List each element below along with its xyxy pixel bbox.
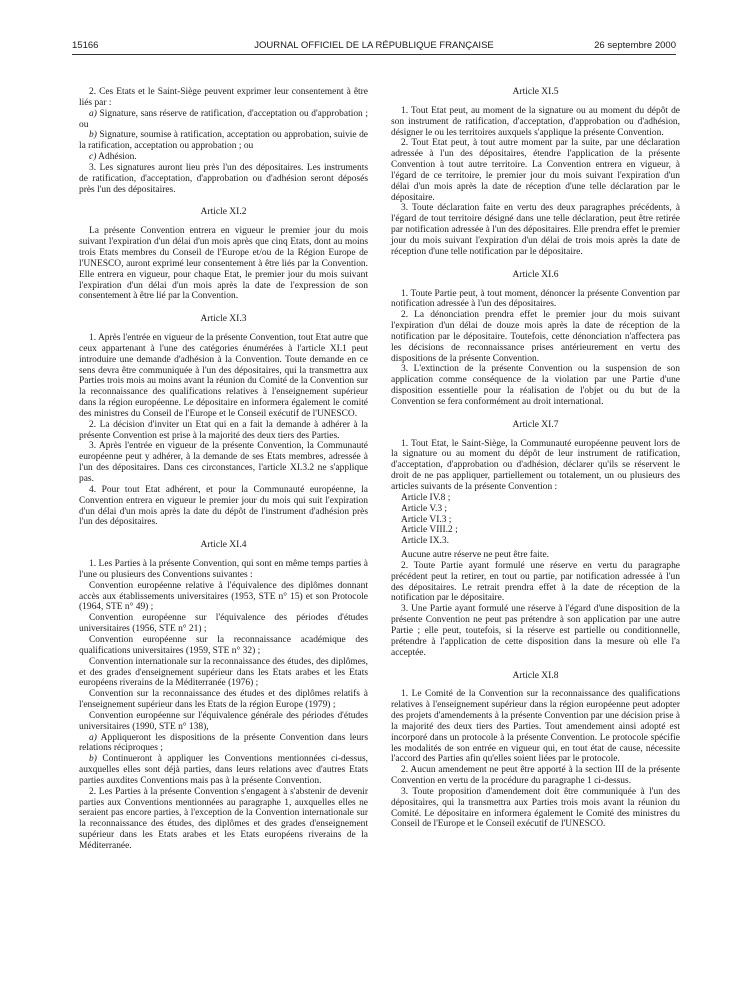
list-item: Article VI.3 ; [401,514,452,525]
paragraph: 2. Ces Etats et le Saint-Siège peuvent exprimer leur consentement à être liés par : [79,87,368,108]
paragraph: 3. Les signatures auront lieu près l'un des dépositaires. Les instruments de ratification, d'acceptation, d'approbation ou d'adhésion seront déposés près l'un des dépositaires. [79,162,368,195]
article-heading: Article XI.3 [200,314,247,325]
paragraph-text: Signature, sans réserve de ratification, d'acceptation ou d'approbation ; ou [79,108,368,130]
journal-title: JOURNAL OFFICIEL DE LA RÉPUBLIQUE FRANÇAISE [254,40,494,51]
publication-date: 26 septembre 2000 [594,40,676,51]
paragraph: 3. Après l'entrée en vigueur de la présente Convention, la Communauté européenne peut y adhérer, à la demande de ses Etats membres, adressée à l'un des dépositaires. Dans ces circonstances, l'article XI.3.2 ne s'applique pas. [79,441,368,484]
paragraph: 1. Le Comité de la Convention sur la reconnaissance des qualifications relatives à l'enseignement supérieur dans la région européenne peut adopter des projets d'amendements à la présente Convention par une décision prise à la majorité des deux tiers des Parties. Tout amendement ainsi adopté est incorporé dans un protocole à la présente Convention. Le protocole spécifie les modalités de son entrée en vigueur qui, en tout état de cause, nécessite l'accord des Parties afin qu'elles soient liées par le protocole. [391,689,680,765]
article-heading: Article XI.4 [200,540,247,551]
paragraph: 1. Toute Partie peut, à tout moment, dénoncer la présente Convention par notification adressée à l'un des dépositaires. [391,288,680,310]
paragraph: 4. Pour tout Etat adhérent, et pour la Communauté européenne, la Convention entrera en vigueur le premier jour du mois qui suit l'expiration d'un délai d'un mois après la date du dépôt de l'instrument d'adhésion près l'un des dépositaires. [79,484,368,528]
list-item: Article IX.3. [401,536,449,547]
left-column [79,87,368,852]
item-marker: a) [89,108,97,119]
paragraph: 3. Toute proposition d'amendement doit être communiquée à l'un des dépositaires, qui la transmettra aux Parties trois mois avant la réunion du Comité. Le dépositaire en informera également le Comité des ministres du Conseil de l'Europe et le Conseil exécutif de l'UNESCO. [391,786,680,830]
paragraph: Convention européenne sur l'équivalence générale des périodes d'études universitaires (1990, STE n° 138), [79,710,368,732]
paragraph: Convention européenne relative à l'équivalence des diplômes donnant accès aux établissements universitaires (1953, STE n° 15) et son Protocole (1964, STE n° 49) ; [79,580,368,613]
item-marker: b) [89,754,97,765]
header-rule [72,54,676,55]
paragraph [79,152,368,163]
paragraph [79,130,368,152]
paragraph: La présente Convention entrera en vigueur le premier jour du mois suivant l'expiration d'un délai d'un mois après que cinq Etats, dont au moins trois Etats membres du Conseil de l'Europe et/ou de la Région Europe de l'UNESCO, auront exprimé leur consentement à être liés par la Convention. Elle entrera en vigueur, pour chaque Etat, le premier jour du mois suivant l'expiration d'un délai d'un mois après la date de l'expression de son consentement à être lié par la Convention. [79,226,368,302]
item-marker: b) [89,130,97,141]
paragraph-text: Signature, soumise à ratification, acceptation ou approbation, suivie de la ratification, acceptation ou approbation ; ou [79,130,368,152]
paragraph: 1. Après l'entrée en vigueur de la présente Convention, tout Etat autre que ceux appartenant à l'une des catégories énumérées à l'article XI.1 peut introduire une demande d'adhésion à la Convention. Toute demande en ce sens devra être communiquée à l'un des dépositaires, qui la transmettra aux Parties trois mois au moins avant la réunion du Comité de la Convention sur la reconnaissance des qualifications relatives à l'enseignement supérieur dans la région européenne. Le dépositaire en informera également le comité des ministres du Conseil de l'Europe et le Conseil exécutif de l'UNESCO. [79,333,368,419]
page-header [72,40,676,54]
paragraph: 1. Tout Etat peut, au moment de la signature ou au moment du dépôt de son instrument de ratification, d'acceptation, d'approbation ou d'adhésion, désigner le ou les territoires auxquels s'applique la présente Convention. [391,105,680,138]
paragraph: Convention internationale sur la reconnaissance des études, des diplômes, et des grades d'enseignement supérieur dans les Etats arabes et les Etats européens riverains de la Méditerranée (1976) ; [79,656,368,689]
paragraph: Convention sur la reconnaissance des études et des diplômes relatifs à l'enseignement supérieur dans les Etats de la région Europe (1979) ; [79,689,368,711]
item-marker: a) [89,732,97,743]
article-heading: Article XI.8 [512,670,559,681]
paragraph-text: Adhésion. [96,152,137,163]
paragraph: 2. Tout Etat peut, à tout autre moment par la suite, par une déclaration adressée à l'un des dépositaires, étendre l'application de la présente Convention à tout autre territoire. La Convention entrera en vigueur, à l'égard de ce territoire, le premier jour du mois suivant l'expiration d'un délai d'un mois après la date de réception d'une telle déclaration par le dépositaire. [391,138,680,203]
list-item: Article VIII.2 ; [401,525,458,536]
article-heading: Article XI.2 [200,207,247,218]
list-item: Article IV.8 ; [401,492,451,503]
paragraph [79,109,368,131]
article-heading: Article XI.5 [512,87,559,97]
paragraph: 3. Toute déclaration faite en vertu des deux paragraphes précédents, à l'égard de tout territoire désigné dans une telle déclaration, peut être retirée par notification adressée à l'un des dépositaires. Elle prendra effet le premier jour du mois suivant l'expiration d'un délai de trois mois après la date de réception d'une telle notification par le dépositaire. [391,203,680,257]
paragraph: 2. La dénonciation prendra effet le premier jour du mois suivant l'expiration d'un délai de douze mois après la date de réception de la notification par le dépositaire. Toutefois, cette dénonciation n'affectera pas les décisions de reconnaissance prises antérieurement en vertu des dispositions de la présente Convention. [391,310,680,364]
paragraph: 2. Aucun amendement ne peut être apporté à la section III de la présente Convention en vertu de la procédure du paragraphe 1 ci-dessus. [391,765,680,787]
paragraph-text: Continueront à appliquer les Conventions mentionnées ci-dessus, auxquelles elles sont déjà parties, dans leurs relations avec d'autres Etats parties auxdites Conventions mais pas à la présente Convention. [79,754,368,786]
paragraph: Convention européenne sur la reconnaissance académique des qualifications universitaires (1959, STE n° 32) ; [79,634,368,656]
paragraph [79,754,368,787]
paragraph [79,733,368,755]
item-marker: c) [89,152,97,163]
list-item: Article V.3 ; [401,503,448,514]
paragraph: 2. Toute Partie ayant formulé une réserve en vertu du paragraphe précédent peut la retirer, en tout ou partie, par notification adressée à l'un des dépositaires. Le retrait prendra effet à la date de réception de la notification par le dépositaire. [391,560,680,604]
right-column [391,87,680,830]
reserved-articles-list [391,493,680,547]
article-heading: Article XI.6 [512,269,559,280]
paragraph: 3. L'extinction de la présente Convention ou la suspension de son application comme conséquence de la violation par une Partie d'une disposition essentielle pour la réalisation de l'objet ou du but de la Convention se fera conformément au droit international. [391,364,680,407]
paragraph: Aucune autre réserve ne peut être faite. [401,550,550,561]
page-number: 15166 [72,40,99,51]
article-heading: Article XI.7 [512,419,559,430]
paragraph: 2. La décision d'inviter un Etat qui en a fait la demande à adhérer à la présente Convention est prise à la majorité des deux tiers des Parties. [79,419,368,441]
paragraph: 3. Une Partie ayant formulé une réserve à l'égard d'une disposition de la présente Convention ne peut pas prétendre à son application par une autre Partie ; elle peut, toutefois, si la réserve est partielle ou conditionnelle, prétendre à l'application de cette disposition dans la mesure où elle l'a acceptée. [391,604,680,658]
paragraph: 1. Tout Etat, le Saint-Siège, la Communauté européenne peuvent lors de la signature ou au moment du dépôt de leur instrument de ratification, d'acceptation, d'approbation ou d'adhésion, déclarer qu'ils se réservent le droit de ne pas appliquer, partiellement ou totalement, un ou plusieurs des articles suivants de la présente Convention : [391,438,680,492]
paragraph: Convention européenne sur l'équivalence des périodes d'études universitaires (1956, STE n° 21) ; [79,613,368,635]
paragraph-text: Appliqueront les dispositions de la présente Convention dans leurs relations réciproques ; [79,732,368,754]
paragraph: 1. Les Parties à la présente Convention, qui sont en même temps parties à l'une ou plusieurs des Conventions suivantes : [79,559,368,580]
paragraph: 2. Les Parties à la présente Convention s'engagent à s'abstenir de devenir parties aux Conventions mentionnées au paragraphe 1, auxquelles elles ne seraient pas encore parties, à l'exception de la Convention internationale sur la reconnaissance des études, des diplômes et des grades d'enseignement supérieur dans les Etats arabes et les Etats européens riverains de la Méditerranée. [79,786,368,851]
